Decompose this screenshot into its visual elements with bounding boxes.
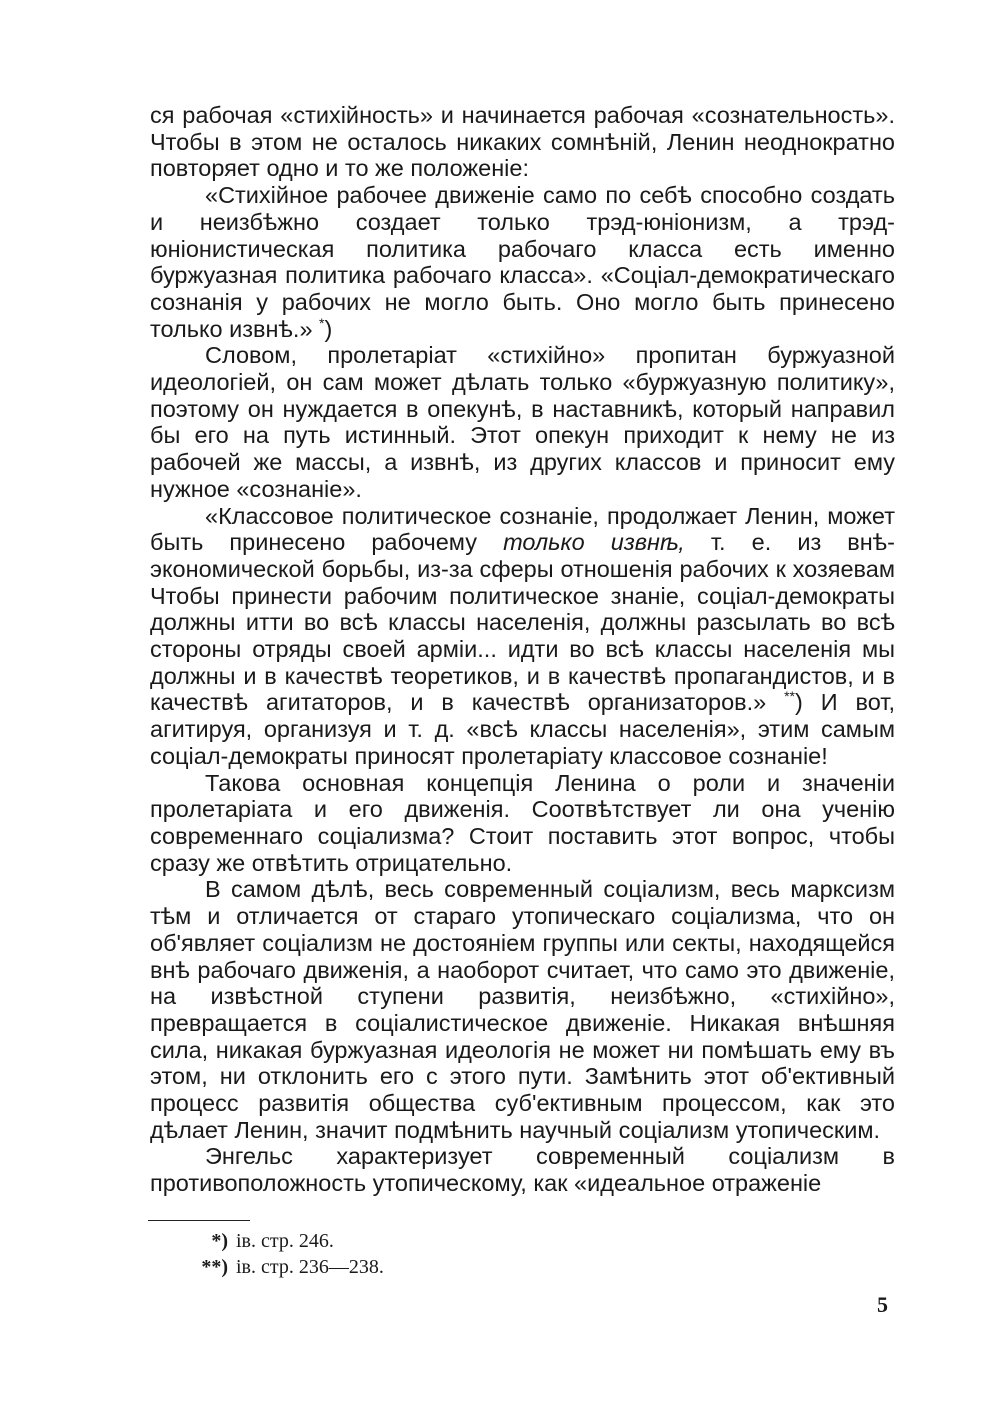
text-run: Такова основная концепцiя Ленина о роли и значенiи пролетарiата и его движенiя. Соотвѣтствует ли она ученiю современнаго соцiализма? Стоит поставить этот вопрос, чтобы сразу же отвѣтить отрицательно. bbox=[150, 769, 895, 876]
footnote-ref: ** bbox=[784, 688, 796, 705]
footnote-ref: * bbox=[319, 314, 325, 331]
footnote-2 bbox=[190, 1254, 384, 1280]
footnote-mark: *) bbox=[211, 1230, 228, 1252]
paragraph bbox=[150, 182, 895, 342]
text-run: ся рабочая «стихiйность» и начинается рабочая «сознательность». Чтобы в этом не осталось никаких сомнѣнiй, Ленин неоднократно повторяет одно и то же положенiе: bbox=[150, 102, 895, 182]
paragraph bbox=[150, 1143, 895, 1196]
text-run: ) И вот, агитируя, организуя и т. д. «всѣ классы населенiя», этим самым соцiал-демократы приносят пролетарiату классовое сознанiе! bbox=[150, 689, 895, 769]
paragraph bbox=[150, 876, 895, 1143]
footnotes bbox=[190, 1228, 384, 1280]
text-run: В самом дѣлѣ, весь современный соцiализм, весь марксизм тѣм и отличается от стараго утопическаго соцiализма, что он об'являет соцiализм не достоянiем группы или секты, находящейся внѣ рабочаго движенiя, а наоборот считает, что само это движенiе, на извѣстной ступени развитiя, неизбѣжно, «стихiйно», превращается в соцiалистическое движенiе. Никакая внѣшняя сила, никакая буржуазная идеологiя не может ни помѣшать ему въ этом, ни отклонить его с этого пути. Замѣнить этот об'ективный процесс развитiя общества суб'ективным процессом, как это дѣлает Ленин, значит подмѣнить научный соцiализм утопическим. bbox=[150, 876, 895, 1143]
footnote-text: iв. стр. 246. bbox=[236, 1230, 334, 1252]
paragraph bbox=[150, 770, 895, 877]
page-number: 5 bbox=[877, 1292, 888, 1317]
footnote-text: iв. стр. 236—238. bbox=[236, 1256, 384, 1278]
text-run: «Классовое политическое сознанiе, продолжает Ленин, может быть принесено рабочему bbox=[150, 502, 895, 556]
text-run: «Стихiйное рабочее движенiе само по себѣ способно создать и неизбѣжно создает только трэд-юнiонизм, а трэд-юнiонистическая политика рабочаго класса есть именно буржуазная политика рабочаго класса». «Соцiал-демократическаго сознанiя у рабочих не могло быть. Оно могло быть принесено только извнѣ.» bbox=[150, 182, 895, 342]
emphasis-text: только извнѣ, bbox=[503, 529, 685, 556]
footnote-1 bbox=[190, 1228, 384, 1254]
text-run: Словом, пролетарiат «стихiйно» пропитан буржуазной идеологiей, он сам может дѣлать только «буржуазную политику», поэтому он нуждается в опекунѣ, в наставникѣ, который направил бы его на путь истинный. Этот опекун приходит к нему не из рабочей же массы, а извнѣ, из других классов и приносит ему нужное «сознанiе». bbox=[150, 342, 895, 502]
paragraph bbox=[150, 503, 895, 770]
footnote-rule bbox=[148, 1220, 250, 1221]
footnote-mark: **) bbox=[201, 1256, 228, 1278]
text-run: Энгельс характеризует современный соцiализм в противоположность утопическому, как «идеальное отраженiе bbox=[150, 1143, 895, 1197]
text-run: ) bbox=[324, 315, 333, 342]
text-run: т. е. из внѣ-экономической борьбы, из-за сферы отношенiя рабочих к хозяевам Чтобы принести рабочим политическое знанiе, соцiал-демократы должны итти во всѣ классы населенiя, должны разсылать во всѣ стороны отряды своей армiи... идти во всѣ классы населенiя мы должны и в качествѣ теоретиков, и в качествѣ пропагандистов, и в качествѣ агитаторов, и в качествѣ организаторов.» bbox=[150, 529, 895, 716]
paragraph bbox=[150, 102, 895, 182]
main-text bbox=[150, 102, 895, 1197]
paragraph bbox=[150, 342, 895, 502]
